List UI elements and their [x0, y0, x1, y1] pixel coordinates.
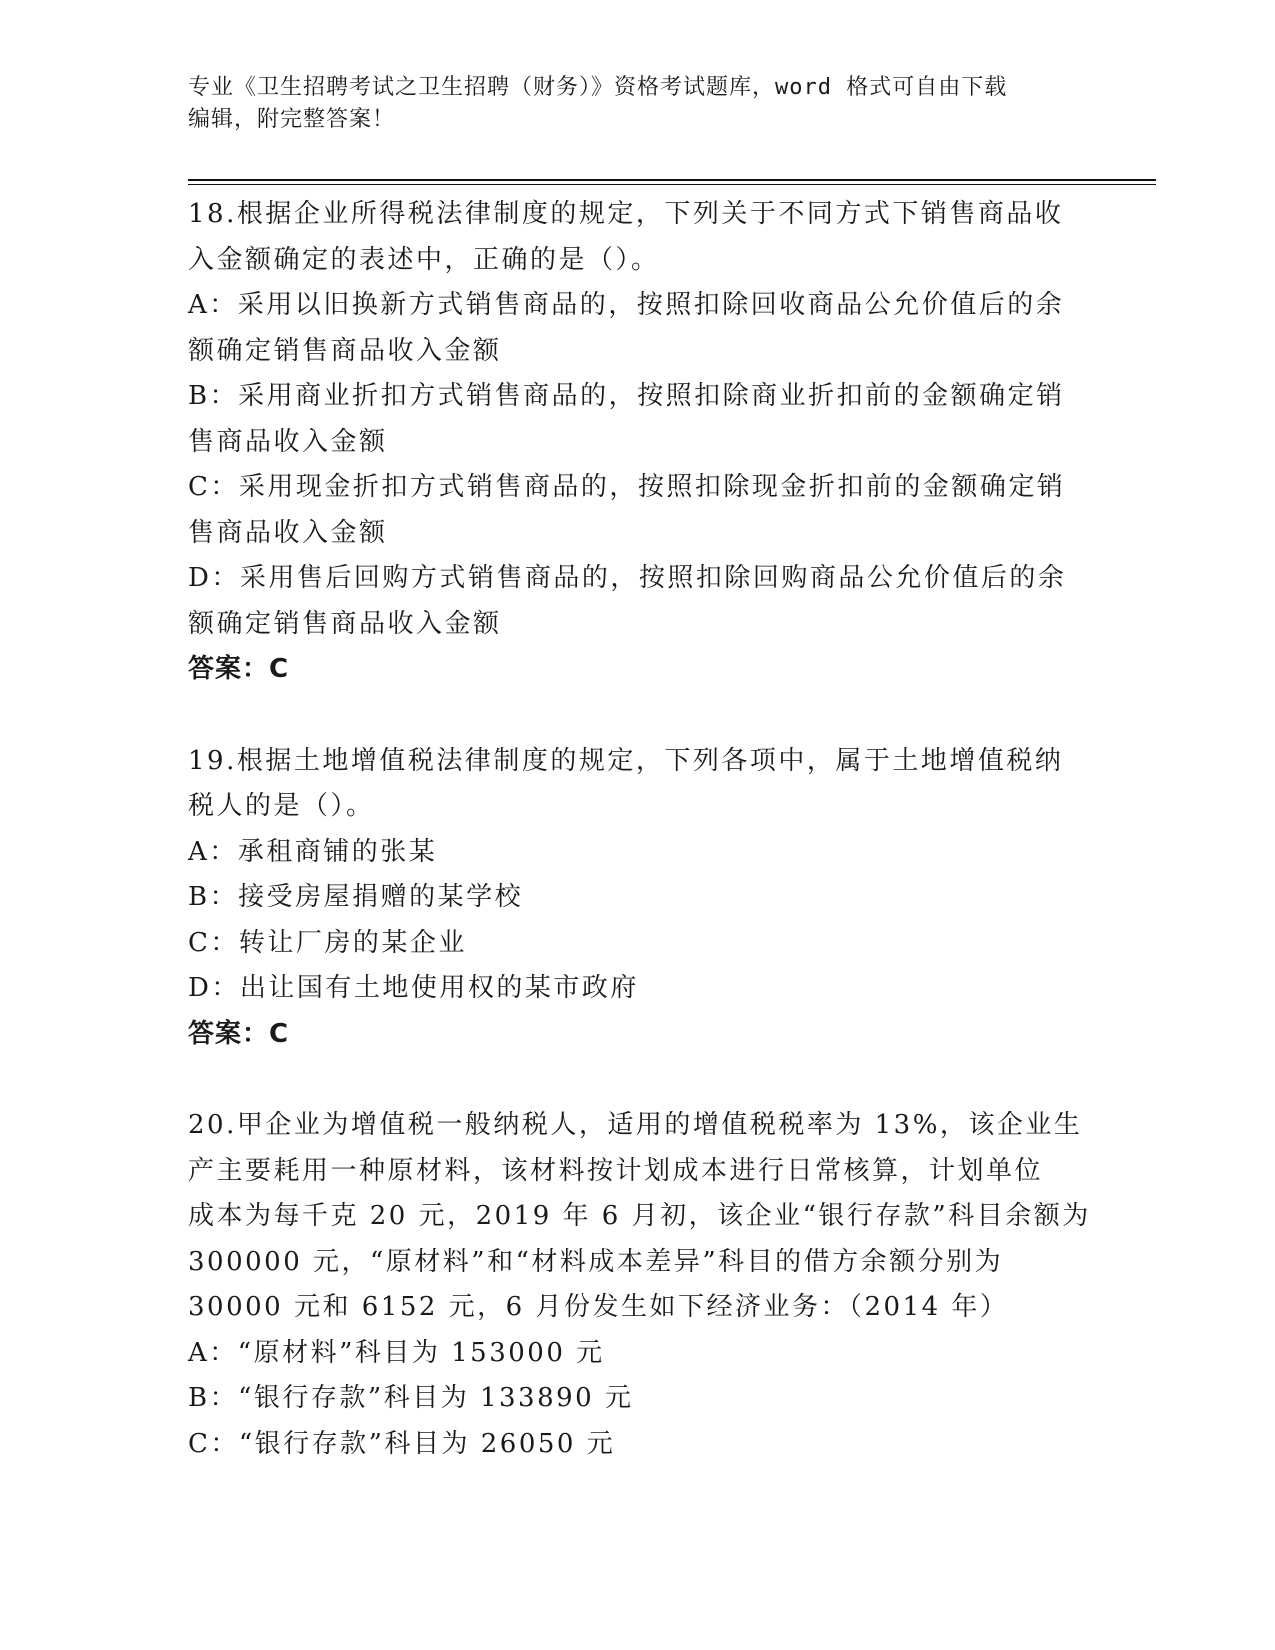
option-c-line: C：“银行存款”科目为 26050 元	[188, 1428, 616, 1459]
option-a-line: A：承租商铺的张某	[188, 836, 438, 867]
header-divider-thin	[188, 184, 1156, 185]
question-stem-line: 18.根据企业所得税法律制度的规定，下列关于不同方式下销售商品收	[188, 199, 1064, 229]
option-a-line: 额确定销售商品收入金额	[188, 335, 502, 366]
option-c-line: C：转让厂房的某企业	[188, 927, 467, 958]
question-stem-line: 30000 元和 6152 元，6 月份发生如下经济业务：（2014 年）	[188, 1292, 1009, 1322]
option-b-line: B：“银行存款”科目为 133890 元	[188, 1383, 634, 1413]
question-stem-line: 20.甲企业为增值税一般纳税人，适用的增值税税率为 13%，该企业生	[188, 1110, 1083, 1140]
option-b-line: B：接受房屋捐赠的某学校	[188, 882, 524, 912]
option-d-line: D：采用售后回购方式销售商品的，按照扣除回购商品公允价值后的余	[188, 563, 1067, 593]
option-a-line: A：“原材料”科目为 153000 元	[188, 1337, 605, 1368]
option-a-line: A：采用以旧换新方式销售商品的，按照扣除回收商品公允价值后的余	[188, 290, 1065, 320]
option-c-line: 售商品收入金额	[188, 517, 388, 548]
option-c-line: C：采用现金折扣方式销售商品的，按照扣除现金折扣前的金额确定销	[188, 472, 1066, 502]
question-18	[188, 192, 1088, 693]
answer-label: 答案：C	[188, 654, 290, 684]
question-list	[188, 192, 1091, 1467]
header-line-1: 专业《卫生招聘考试之卫生招聘（财务）》资格考试题库，word 格式可自由下载	[188, 75, 1008, 100]
answer-label: 答案：C	[188, 1018, 290, 1049]
question-stem-line: 300000 元，“原材料”和“材料成本差异”科目的借方余额分别为	[188, 1246, 1004, 1277]
question-19	[188, 739, 1088, 1058]
question-stem-line: 税人的是（）。	[188, 791, 375, 821]
option-d-line: 额确定销售商品收入金额	[188, 608, 502, 639]
option-d-line: D：出让国有土地使用权的某市政府	[188, 973, 639, 1003]
option-b-line: 售商品收入金额	[188, 426, 388, 457]
document-header	[188, 72, 1068, 136]
question-20	[188, 1103, 1091, 1467]
header-divider-thick	[188, 179, 1156, 181]
question-stem-line: 19.根据土地增值税法律制度的规定，下列各项中，属于土地增值税纳	[188, 745, 1064, 776]
question-stem-line: 入金额确定的表述中，正确的是（）。	[188, 244, 660, 275]
option-b-line: B：采用商业折扣方式销售商品的，按照扣除商业折扣前的金额确定销	[188, 381, 1065, 411]
question-stem-line: 产主要耗用一种原材料，该材料按计划成本进行日常核算，计划单位	[188, 1155, 1044, 1186]
question-stem-line: 成本为每千克 20 元，2019 年 6 月初，该企业“银行存款”科目余额为	[188, 1201, 1091, 1231]
header-line-2: 编辑，附完整答案！	[188, 107, 396, 132]
